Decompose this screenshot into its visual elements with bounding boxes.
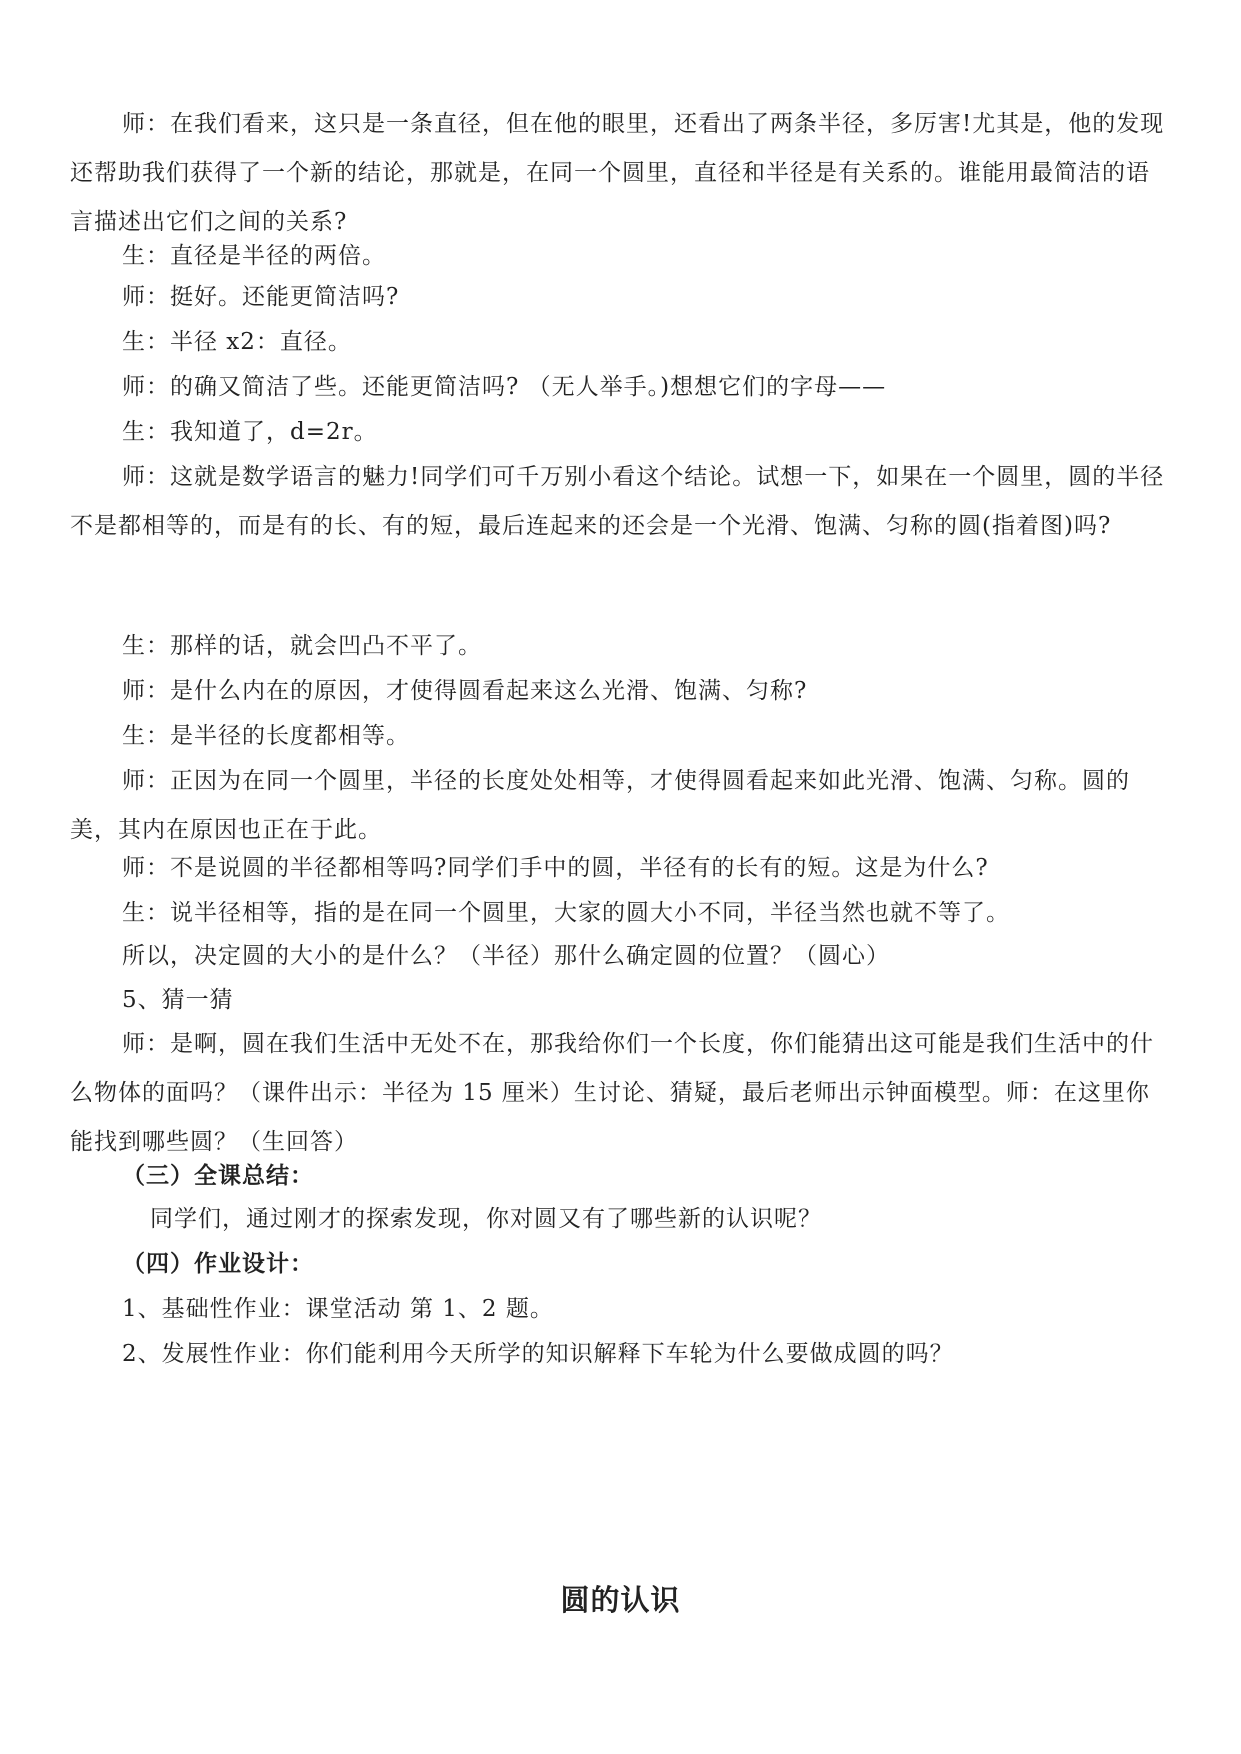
section-summary-heading: （三）全课总结：: [122, 1163, 314, 1189]
paragraph-size-position: 所以，决定圆的大小的是什么？（半径）那什么确定圆的位置？（圆心）: [122, 943, 890, 969]
paragraph-teacher-simpler: 师：挺好。还能更简洁吗?: [122, 284, 400, 310]
paragraph-student-formula: 生：我知道了，d=2r。: [122, 419, 378, 445]
paragraph-summary: 同学们，通过刚才的探索发现，你对圆又有了哪些新的认识呢？: [150, 1206, 822, 1232]
page-title: 圆的认识: [560, 1583, 681, 1617]
paragraph-teacher-charm: 师：这就是数学语言的魅力!同学们可千万别小看这个结论。试想一下，如果在一个圆里，圆的半径不是都相等的，而是有的长、有的短，最后连起来的还会是一个光滑、饱满、匀称的圆(指着图)吗?: [70, 464, 1165, 539]
section-homework-heading: （四）作业设计：: [122, 1251, 314, 1277]
paragraph-student-x2: 生：半径 x2：直径。: [122, 329, 352, 355]
paragraph-student-double: 生：直径是半径的两倍。: [122, 243, 386, 269]
paragraph-student-uneven: 生：那样的话，就会凹凸不平了。: [122, 633, 482, 659]
homework-item-basic: 1、基础性作业：课堂活动 第 1、2 题。: [122, 1296, 554, 1322]
homework-item-development: 2、发展性作业：你们能利用今天所学的知识解释下车轮为什么要做成圆的吗？: [122, 1341, 954, 1367]
paragraph-teacher-beauty: 师：正因为在同一个圆里，半径的长度处处相等，才使得圆看起来如此光滑、饱满、匀称。圆的美，其内在原因也正在于此。: [70, 768, 1130, 843]
paragraph-teacher-question: 师：不是说圆的半径都相等吗?同学们手中的圆，半径有的长有的短。这是为什么?: [122, 855, 989, 881]
paragraph-teacher-diameter: 师：在我们看来，这只是一条直径，但在他的眼里，还看出了两条半径，多厉害!尤其是，他的发现还帮助我们获得了一个新的结论，那就是，在同一个圆里，直径和半径是有关系的。谁能用最简洁的语言描述出它们之间的关系?: [70, 111, 1165, 235]
paragraph-teacher-guess: 师：是啊，圆在我们生活中无处不在，那我给你们一个长度，你们能猜出这可能是我们生活中的什么物体的面吗？（课件出示：半径为 15 厘米）生讨论、猜疑，最后老师出示钟面模型。师：在这里你能找到哪些圆？（生回答）: [70, 1031, 1154, 1155]
paragraph-teacher-letters: 师：的确又简洁了些。还能更简洁吗? （无人举手。)想想它们的字母——: [122, 374, 887, 400]
paragraph-teacher-reason: 师：是什么内在的原因，才使得圆看起来这么光滑、饱满、匀称?: [122, 678, 808, 704]
paragraph-student-explain: 生：说半径相等，指的是在同一个圆里，大家的圆大小不同，半径当然也就不等了。: [122, 900, 1010, 926]
paragraph-guess-heading: 5、猜一猜: [122, 987, 234, 1013]
paragraph-student-radius-equal: 生：是半径的长度都相等。: [122, 723, 410, 749]
